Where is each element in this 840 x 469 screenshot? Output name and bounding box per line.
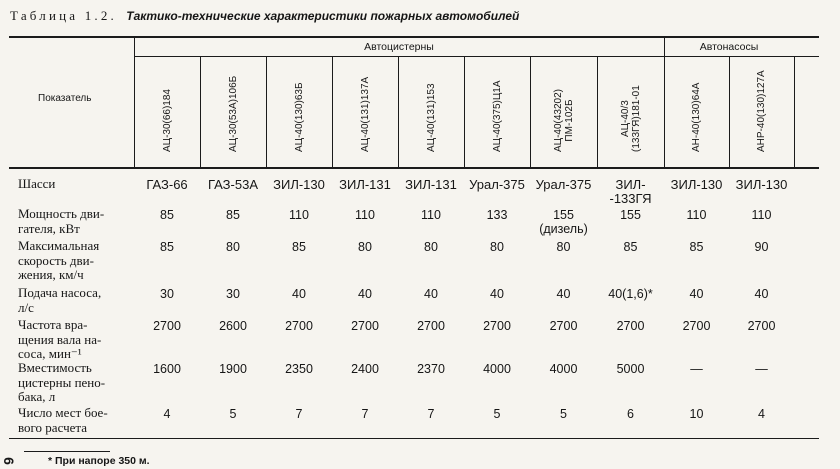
table-cell: 85 [160,240,174,254]
column-divider [200,57,201,167]
table-cell: 2700 [483,319,511,333]
table-cell: 85 [689,240,704,254]
row-label: Вместимость цистерны пено- бака, л [18,360,106,404]
row-label: Шасси [18,176,56,191]
table-cell: 1900 [219,362,247,376]
column-divider [266,57,267,167]
table-cell: 4 [758,407,765,421]
table-cell: 6 [627,407,634,421]
table-bottom-rule [9,438,819,439]
model-header-text: АЦ-40/3 (133ГЯ)181-01 [619,85,642,152]
table-cell: 2700 [549,319,578,333]
row-label: Частота вра- щения вала на- соса, мин⁻¹ [18,317,102,361]
table-cell: ЗИЛ- -133ГЯ [609,177,652,206]
table-cell: 7 [361,407,369,421]
table-cell: 2700 [616,319,645,333]
column-divider [134,37,135,167]
model-header-text: АЦ-40(131)153 [425,83,437,152]
row-label: Мощность дви- гателя, кВт [18,206,105,236]
footnote: * При напоре 350 м. [48,455,150,467]
row-label: Подача насоса, л/с [18,285,102,315]
model-header-text: АЦ-40(130)63Б [293,82,305,152]
table-cell: 5 [229,407,237,421]
table-cell: 80 [556,240,571,254]
table-cell: 110 [686,208,707,222]
table-cell: 30 [160,287,174,301]
table-cell: 155 (дизель) [539,208,588,236]
table-cell: 4000 [483,362,511,376]
model-header-text: АЦ-30(53А)106Б [227,75,239,152]
table-cell: ЗИЛ-130 [273,177,325,192]
table-cell: 40 [292,287,306,301]
group-header-tankers: Автоцистерны [364,41,434,53]
column-divider [398,57,399,167]
table-cell: 2400 [351,362,379,376]
model-header-text: АЦ-40(43202) ПМ-102Б [552,89,575,152]
table-cell: 10 [689,407,704,421]
group-rule [134,56,819,57]
table-cell: 110 [421,208,441,222]
table-cell: 5000 [616,362,645,376]
table-cell: 5 [493,407,501,421]
model-header-text: АЦ-30(66)184 [161,89,173,152]
table-cell: 80 [424,240,438,254]
table-cell: 5 [560,407,567,421]
table-cell: 2600 [219,319,247,333]
table-cell: 40(1,6)* [608,287,653,301]
table-cell: 40 [490,287,504,301]
table-cell: 40 [358,287,372,301]
table-cell: 40 [689,287,704,301]
table-cell: 4 [163,407,171,421]
column-divider [332,57,333,167]
table-cell: Урал-375 [469,177,525,192]
table-title: Тактико-технические характеристики пожарных автомобилей [126,9,520,23]
table-cell: 7 [427,407,435,421]
top-rule [9,36,819,38]
table-cell: 7 [295,407,303,421]
header-bottom-rule [9,167,819,169]
table-cell: 2370 [417,362,445,376]
group-header-pumpers: Автонасосы [699,41,759,53]
table-cell: 80 [358,240,372,254]
table-cell: 2700 [747,319,776,333]
column-divider [664,37,665,167]
column-divider [464,57,465,167]
model-header-text: АЦ-40(375)Ц1А [491,80,503,152]
column-divider [729,57,730,167]
model-header-text: АЦ-40(131)137А [359,76,371,152]
table-cell: ГАЗ-53А [207,177,258,192]
table-caption [10,8,519,24]
table-cell: 85 [292,240,306,254]
column-divider [530,57,531,167]
table-cell: 110 [355,208,375,222]
table-cell: 110 [289,208,309,222]
param-column-header: Показатель [38,93,92,104]
table-cell: ЗИЛ-131 [339,177,391,192]
table-cell: 85 [160,208,174,222]
table-cell: 110 [751,208,772,222]
table-cell: 4000 [549,362,578,376]
column-divider [597,57,598,167]
table-cell: 2350 [285,362,313,376]
column-divider [794,57,795,167]
table-cell: 2700 [682,319,711,333]
row-label: Число мест боe- вого расчета [18,405,108,435]
table-cell: — [690,362,703,376]
model-header-text: АНР-40(130)127А [756,70,767,152]
table-cell: 155 [620,208,641,222]
table-number: Таблица 1.2. [10,8,117,23]
table-cell: 1600 [153,362,181,376]
model-header-text: АН-40(130)64А [691,82,702,152]
table-cell: 30 [226,287,240,301]
table-cell: ЗИЛ-131 [405,177,457,192]
table-cell: 2700 [351,319,379,333]
table-cell: ЗИЛ-130 [735,177,788,192]
table-cell: 2700 [417,319,445,333]
table-cell: 2700 [285,319,313,333]
table-cell: 85 [226,208,240,222]
table-cell: ЗИЛ-130 [670,177,723,192]
table-cell: ГАЗ-66 [146,177,188,192]
table-cell: — [755,362,768,376]
table-cell: 90 [754,240,769,254]
table-cell: 85 [623,240,638,254]
row-label: Максимальная скорость дви- жения, км/ч [18,238,100,282]
table-cell: 133 [486,208,508,222]
table-cell: 2700 [153,319,181,333]
table-cell: 40 [754,287,769,301]
table-cell: 40 [424,287,438,301]
table-cell: Урал-375 [535,177,592,192]
page-number: 6 [0,457,17,465]
table-cell: 80 [226,240,240,254]
footnote-rule [24,451,110,452]
table-cell: 40 [556,287,571,301]
table-cell: 80 [490,240,504,254]
